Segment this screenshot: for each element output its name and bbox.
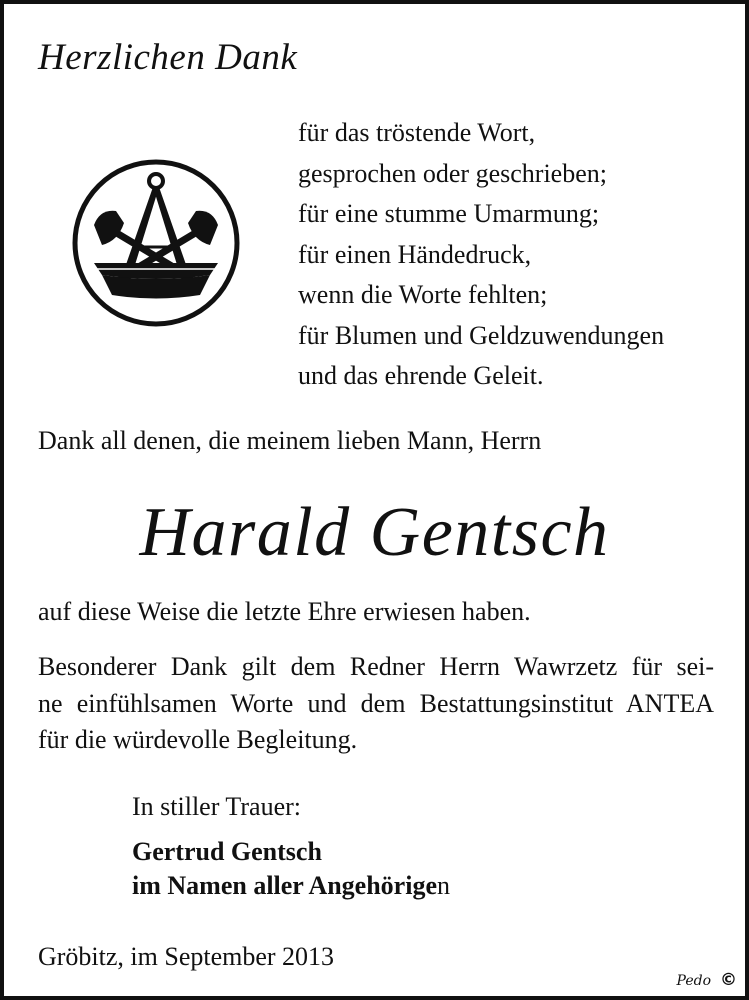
carpenter-guild-emblem-icon bbox=[72, 159, 240, 327]
thanks-line: für das tröstende Wort, bbox=[298, 118, 536, 147]
place-date: Gröbitz, im September 2013 bbox=[38, 942, 335, 971]
thanks-line: für einen Händedruck, bbox=[298, 239, 532, 269]
intro-text: Dank all denen, die meinem lieben Mann, Herrn bbox=[38, 426, 542, 455]
after-name-text: auf diese Weise die letzte Ehre erwiesen haben. bbox=[38, 597, 531, 626]
heading: Herzlichen Dank bbox=[38, 37, 298, 78]
special-thanks-text bbox=[38, 649, 714, 759]
special-thanks-line: für die würdevolle Begleitung. bbox=[38, 725, 358, 754]
deceased-name: Harald Gentsch bbox=[139, 494, 610, 571]
thanks-line: für eine stumme Umarmung; bbox=[298, 199, 600, 228]
copyright-icon: © bbox=[720, 970, 737, 990]
designer-credit: Pedo bbox=[676, 973, 711, 989]
signatory-family-line bbox=[132, 869, 450, 903]
thanks-line: für Blumen und Geldzuwendungen bbox=[298, 320, 665, 350]
thanks-line: wenn die Worte fehlten; bbox=[298, 280, 548, 309]
signatory-family-bold: im Namen aller Angehörige bbox=[132, 871, 437, 900]
special-thanks-line: ne einfühlsamen Worte und dem Bestattungsinstitut ANTEA bbox=[38, 688, 714, 718]
special-thanks-line: Besonderer Dank gilt dem Redner Herrn Wawrzetz für sei- bbox=[38, 652, 714, 681]
thanks-list bbox=[298, 113, 664, 397]
mourning-line: In stiller Trauer: bbox=[132, 792, 301, 821]
signatory-name: Gertrud Gentsch bbox=[132, 837, 322, 866]
thanks-line: gesprochen oder geschrieben; bbox=[298, 158, 607, 188]
signatory-block bbox=[132, 835, 450, 903]
signatory-family-tail: n bbox=[436, 871, 450, 900]
thanks-line: und das ehrende Geleit. bbox=[298, 361, 544, 390]
